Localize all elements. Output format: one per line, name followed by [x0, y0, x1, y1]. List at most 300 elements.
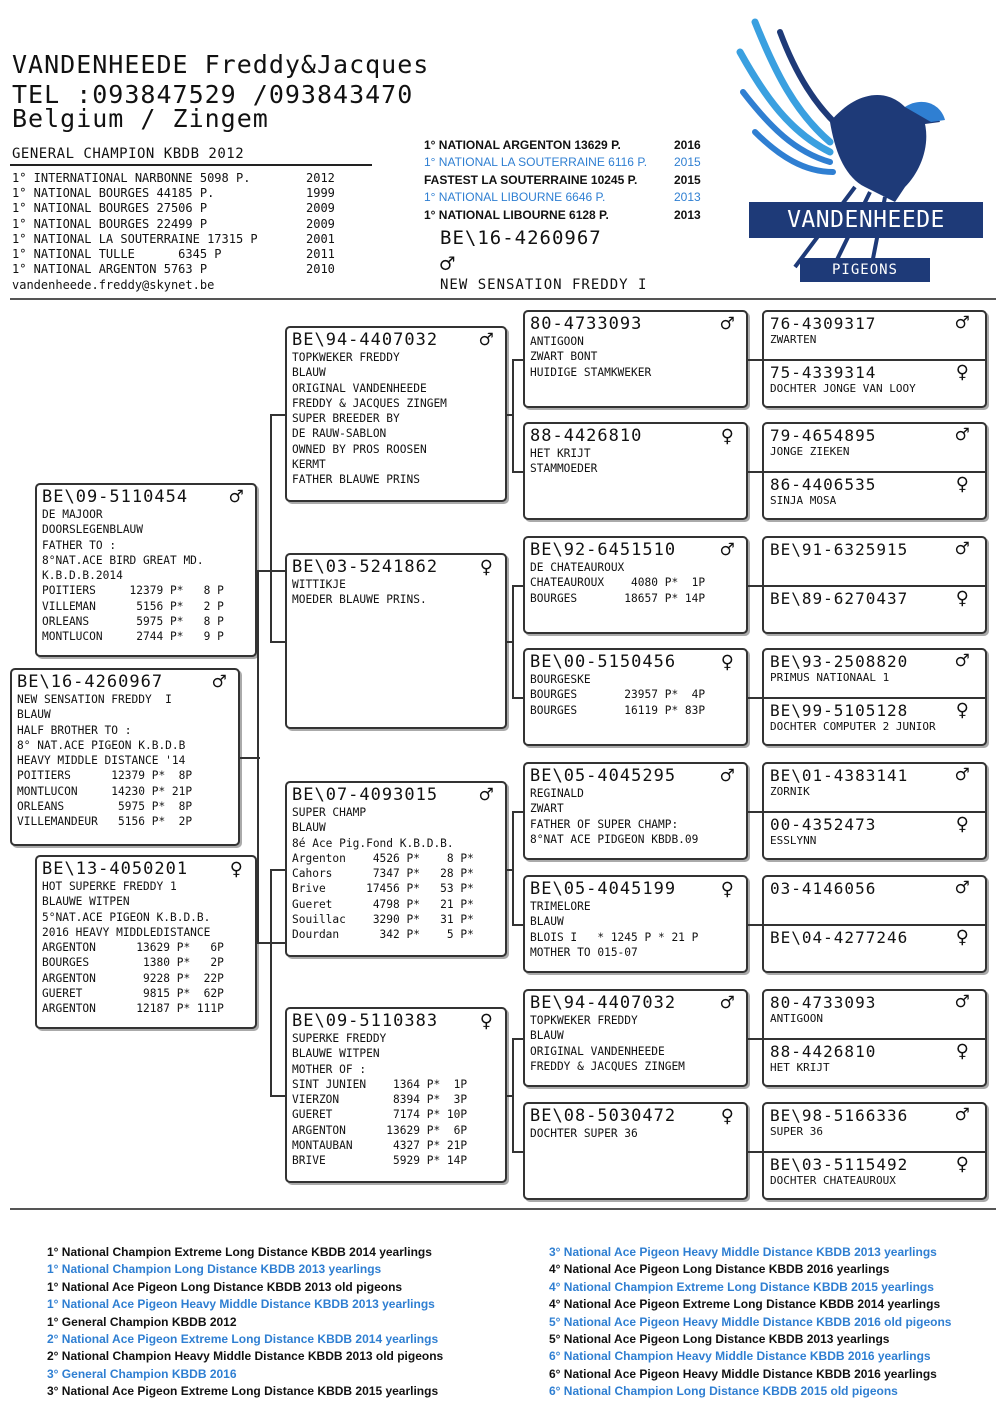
pedigree-connector — [270, 414, 285, 416]
ring-number: BE\08-5030472 — [530, 1106, 677, 1126]
pedigree-line: MONTAUBAN 4327 P* 21P — [292, 1139, 468, 1153]
ring-number: 75-4339314 — [770, 363, 877, 382]
grandparent-card[interactable] — [285, 781, 507, 957]
pedigree-connector — [270, 641, 285, 643]
great-parent-card[interactable] — [523, 310, 748, 408]
subject-pigeon-card[interactable] — [10, 668, 240, 846]
ring-number: BE\05-4045295 — [530, 766, 677, 786]
grandparent-card[interactable] — [285, 553, 507, 729]
pedigree-connector — [270, 414, 272, 642]
pedigree-line: ARGENTON 13629 P* 6P — [42, 941, 224, 955]
pedigree-line: BLAUW — [292, 366, 326, 380]
female-symbol-icon: ♀ — [955, 925, 969, 950]
title-underline — [10, 164, 372, 166]
ring-number: 80-4733093 — [530, 314, 643, 334]
pedigree-line: MOTHER TO 015-07 — [530, 945, 638, 959]
national-win-text: 1° NATIONAL LIBOURNE 6646 P. — [424, 190, 606, 205]
pedigree-connector — [748, 585, 762, 587]
subject-name: NEW SENSATION FREDDY I — [440, 277, 648, 293]
pedigree-line: 5°NAT.ACE PIGEON K.B.D.B. — [42, 910, 211, 924]
pedigree-line: VILLEMAN 5156 P* 2 P — [42, 599, 224, 613]
pedigree-line: ZWART BONT — [530, 350, 598, 364]
pedigree-line: Gueret 4798 P* 21 P* — [292, 897, 474, 911]
pedigree-line: SINT JUNIEN 1364 P* 1P — [292, 1077, 468, 1091]
great-grandparent-pair — [762, 762, 987, 860]
achievement-text: 1° NATIONAL LA SOUTERRAINE 17315 P — [12, 231, 258, 246]
pedigree-line: BLAUWE WITPEN — [292, 1047, 380, 1061]
pedigree-line: MONTLUCON 14230 P* 21P — [17, 784, 193, 798]
achievement-row — [12, 247, 342, 262]
pedigree-connector — [512, 585, 514, 699]
pedigree-line: Souillac 3290 P* 31 P* — [292, 913, 474, 927]
footer-achievement: 5° National Ace Pigeon Long Distance KBDB 2013 yearlings — [549, 1332, 890, 1347]
pedigree-line: SUPER CHAMP — [292, 806, 367, 819]
ring-number: 79-4654895 — [770, 426, 877, 445]
great-grandparent[interactable] — [764, 587, 985, 634]
great-grandparent-pair — [762, 310, 987, 408]
pedigree-line: SUPER BREEDER BY — [292, 412, 400, 426]
pedigree-line: MOEDER BLAUWE PRINS. — [292, 593, 427, 607]
pedigree-connector — [512, 1151, 523, 1153]
pedigree-line: VIERZON 8394 P* 3P — [292, 1093, 468, 1107]
pair-divider — [764, 585, 985, 587]
achievement-row — [12, 217, 342, 232]
male-symbol-icon: ♂ — [955, 537, 969, 562]
achievement-row — [12, 186, 342, 201]
great-parent-card[interactable] — [523, 422, 748, 520]
national-win-year: 2013 — [674, 190, 701, 205]
great-grandparent[interactable] — [764, 361, 985, 408]
pedigree-line: ARGENTON 9228 P* 22P — [42, 971, 224, 985]
achievement-text: 1° NATIONAL BOURGES 27506 P — [12, 201, 208, 216]
pedigree-line: SUPERKE FREDDY — [292, 1032, 387, 1045]
ring-number: BE\01-4383141 — [770, 766, 909, 785]
footer-achievement: 1° National Champion Extreme Long Distance KBDB 2014 yearlings — [47, 1245, 432, 1259]
pedigree-connector — [512, 585, 523, 587]
national-win-year: 2013 — [674, 207, 701, 222]
achievement-year: 1999 — [306, 186, 335, 201]
pedigree-line: DOCHTER JONGE VAN LOOY — [770, 382, 916, 395]
ring-number: BE\94-4407032 — [530, 993, 677, 1013]
female-symbol-icon: ♀ — [955, 360, 969, 385]
male-symbol-icon: ♂ — [955, 423, 969, 448]
pedigree-line: BLAUW — [530, 1029, 564, 1043]
pedigree-line: MOTHER OF : — [292, 1062, 367, 1076]
great-grandparent-pair — [762, 989, 987, 1087]
male-symbol-icon: ♂ — [229, 485, 243, 510]
ring-number: BE\09-5110454 — [42, 487, 189, 507]
grandparent-card[interactable] — [285, 326, 507, 502]
pair-divider — [764, 924, 985, 926]
national-win-row — [424, 189, 714, 206]
ring-number: 80-4733093 — [770, 993, 877, 1012]
owner-name: VANDENHEEDE Freddy&Jacques — [12, 50, 430, 79]
great-parent-card[interactable] — [523, 762, 748, 860]
ring-number: 88-4426810 — [770, 1042, 877, 1061]
pedigree-line: ANTIGOON — [770, 1012, 823, 1025]
footer-achievement: 3° General Champion KBDB 2016 — [47, 1366, 237, 1381]
great-grandparent[interactable] — [764, 312, 985, 359]
national-win-row — [424, 172, 714, 189]
national-win-row — [424, 207, 714, 224]
pedigree-line: 8° NAT.ACE PIGEON K.B.D.B — [17, 738, 186, 752]
pedigree-line: HUIDIGE STAMKWEKER — [530, 365, 652, 379]
pedigree-connector — [512, 811, 523, 813]
pedigree-line: DOORSLEGENBLAUW — [42, 523, 144, 537]
pedigree-line: STAMMOEDER — [530, 462, 598, 476]
female-symbol-icon: ♀ — [955, 698, 969, 723]
male-symbol-icon: ♂ — [955, 311, 969, 336]
footer-achievement: 4° National Ace Pigeon Extreme Long Distance KBDB 2014 yearlings — [549, 1297, 941, 1312]
ring-number: BE\03-5241862 — [292, 557, 439, 577]
male-symbol-icon: ♂ — [720, 538, 734, 563]
footer-achievement: 2° National Ace Pigeon Extreme Long Distance KBDB 2014 yearlings — [47, 1332, 439, 1347]
great-grandparent[interactable] — [764, 991, 985, 1038]
male-symbol-icon: ♂ — [720, 312, 734, 337]
great-grandparent-pair — [762, 1102, 987, 1200]
national-wins-list — [424, 137, 714, 224]
pedigree-line: ORLEANS 5975 P* 8P — [17, 800, 193, 814]
pedigree-line: JONGE ZIEKEN — [770, 445, 850, 458]
male-symbol-icon: ♂ — [955, 763, 969, 788]
pedigree-line: POITIERS 12379 P* 8 P — [42, 584, 224, 598]
pedigree-line: BLAUW — [292, 821, 326, 835]
footer-achievement: 3° National Ace Pigeon Heavy Middle Distance KBDB 2013 yearlings — [549, 1245, 937, 1259]
sire-card[interactable] — [35, 483, 257, 657]
pedigree-line: ZORNIK — [770, 785, 810, 798]
footer-achievements-left — [47, 1244, 443, 1401]
footer-achievement: 1° General Champion KBDB 2012 — [47, 1314, 237, 1329]
pedigree-line: HET KRIJT — [530, 447, 591, 460]
ring-number: BE\93-2508820 — [770, 652, 909, 671]
great-parent-card[interactable] — [523, 989, 748, 1087]
pair-divider — [764, 1151, 985, 1153]
ring-number: 03-4146056 — [770, 879, 877, 898]
ring-number: 88-4426810 — [530, 426, 643, 446]
pedigree-line: 8°NAT ACE PIDGEON KBDB.09 — [530, 832, 699, 846]
pair-divider — [764, 359, 985, 361]
national-win-year: 2015 — [674, 172, 701, 187]
female-symbol-icon: ♀ — [720, 424, 734, 449]
pedigree-line: GUERET 9815 P* 62P — [42, 987, 224, 1001]
pedigree-connector — [512, 811, 514, 926]
great-grandparent[interactable] — [764, 538, 985, 585]
male-symbol-icon: ♂ — [720, 764, 734, 789]
pedigree-connector — [512, 1038, 523, 1040]
pedigree-line: BOURGES 16119 P* 83P — [530, 703, 706, 717]
male-symbol-icon: ♂ — [955, 990, 969, 1015]
pedigree-connector — [748, 924, 762, 926]
female-symbol-icon: ♀ — [955, 812, 969, 837]
pedigree-line: 2016 HEAVY MIDDLEDISTANCE — [42, 925, 211, 939]
achievement-row — [12, 201, 342, 216]
achievement-row — [12, 171, 342, 186]
ring-number: 86-4406535 — [770, 475, 877, 494]
achievement-row — [12, 232, 342, 247]
pedigree-connector — [748, 697, 762, 699]
great-grandparent[interactable] — [764, 877, 985, 924]
grandparent-card[interactable] — [285, 1007, 507, 1183]
footer-achievement: 6° National Ace Pigeon Heavy Middle Distance KBDB 2016 yearlings — [549, 1366, 937, 1381]
male-symbol-icon: ♂ — [479, 783, 493, 808]
footer-achievement: 1° National Ace Pigeon Heavy Middle Distance KBDB 2013 yearlings — [47, 1297, 435, 1312]
male-symbol-icon: ♂ — [955, 1103, 969, 1128]
pedigree-connector — [512, 1038, 514, 1153]
achievement-text: 1° NATIONAL ARGENTON 5763 P — [12, 262, 208, 277]
pedigree-line: OWNED BY PROS ROOSEN — [292, 442, 427, 456]
pedigree-line: HET KRIJT — [770, 1061, 830, 1074]
footer-achievement: 5° National Ace Pigeon Heavy Middle Distance KBDB 2016 old pigeons — [549, 1314, 952, 1329]
ring-number: BE\98-5166336 — [770, 1106, 909, 1125]
national-win-row — [424, 154, 714, 171]
achievement-list — [12, 171, 342, 277]
achievement-year: 2009 — [306, 201, 335, 216]
pedigree-line: Cahors 7347 P* 28 P* — [292, 867, 474, 881]
male-symbol-icon: ♂ — [955, 649, 969, 674]
pedigree-line: SINJA MOSA — [770, 494, 837, 507]
female-symbol-icon: ♀ — [720, 1104, 734, 1129]
footer-achievement: 6° National Champion Heavy Middle Distance KBDB 2016 yearlings — [549, 1349, 931, 1364]
great-parent-card[interactable] — [523, 875, 748, 973]
pedigree-line: NEW SENSATION FREDDY I — [17, 693, 172, 706]
pedigree-connector — [748, 471, 762, 473]
great-grandparent[interactable] — [764, 813, 985, 860]
pedigree-line: WITTIKJE — [292, 578, 346, 591]
ring-number: BE\92-6451510 — [530, 540, 677, 560]
pedigree-line: CHATEAUROUX 4080 P* 1P — [530, 576, 706, 590]
pedigree-connector — [270, 1095, 285, 1097]
national-win-text: 1° NATIONAL LA SOUTERRAINE 6116 P. — [424, 155, 648, 170]
achievement-text: 1° NATIONAL TULLE 6345 P — [12, 247, 222, 262]
pedigree-line: BOURGES 18657 P* 14P — [530, 591, 706, 605]
great-parent-card[interactable] — [523, 648, 748, 746]
pedigree-line: TOPKWEKER FREDDY — [292, 351, 400, 364]
pedigree-connector — [257, 570, 259, 942]
pedigree-line: ESSLYNN — [770, 834, 817, 847]
pedigree-connector — [748, 1151, 762, 1153]
national-win-text: FASTEST LA SOUTERRAINE 10245 P. — [424, 172, 638, 187]
female-symbol-icon: ♀ — [229, 857, 243, 882]
male-symbol-icon: ♂ — [212, 670, 226, 695]
pedigree-line: BOURGES 23957 P* 4P — [530, 688, 706, 702]
pedigree-connector — [512, 924, 523, 926]
ring-number: BE\05-4045199 — [530, 879, 677, 899]
pedigree-line: BLAUW — [530, 915, 564, 929]
ring-number: BE\91-6325915 — [770, 540, 909, 559]
pedigree-line: HALF BROTHER TO : — [17, 723, 132, 737]
footer-achievement: 1° National Ace Pigeon Long Distance KBDB 2013 old pigeons — [47, 1279, 403, 1294]
pedigree-line: PRIMUS NATIONAAL 1 — [770, 671, 890, 684]
eagle-icon — [735, 12, 985, 284]
great-grandparent[interactable] — [764, 926, 985, 973]
pedigree-line: MONTLUCON 2744 P* 9 P — [42, 630, 224, 644]
achievement-text: 1° INTERNATIONAL NARBONNE 5098 P. — [12, 171, 251, 185]
pedigree-line: FATHER TO : — [42, 538, 117, 552]
great-grandparent[interactable] — [764, 1104, 985, 1151]
pedigree-line: GUERET 7174 P* 10P — [292, 1108, 468, 1122]
pedigree-line: K.B.D.B.2014 — [42, 569, 123, 583]
pedigree-line: DE RAUW-SABLON — [292, 427, 387, 441]
national-win-text: 1° NATIONAL ARGENTON 13629 P. — [424, 138, 621, 152]
ring-number: BE\03-5115492 — [770, 1155, 909, 1174]
ring-number: BE\99-5105128 — [770, 701, 909, 720]
pedigree-line: ANTIGOON — [530, 335, 584, 348]
ring-number: BE\13-4050201 — [42, 859, 189, 879]
male-symbol-icon: ♂ — [440, 250, 455, 278]
male-symbol-icon: ♂ — [720, 991, 734, 1016]
pedigree-connector — [270, 869, 285, 871]
pedigree-line: BOURGES 1380 P* 2P — [42, 956, 224, 970]
general-champion-title: GENERAL CHAMPION KBDB 2012 — [12, 146, 245, 162]
owner-location: Belgium / Zingem — [12, 104, 269, 133]
pedigree-line: ORIGINAL VANDENHEEDE — [530, 1044, 665, 1058]
pedigree-line: ZWARTEN — [770, 333, 817, 346]
pedigree-connector — [512, 471, 523, 473]
pedigree-line: FATHER BLAUWE PRINS — [292, 473, 420, 487]
achievement-year: 2012 — [306, 171, 335, 185]
great-parent-card[interactable] — [523, 536, 748, 634]
pedigree-line: VILLEMANDEUR 5156 P* 2P — [17, 815, 193, 829]
female-symbol-icon: ♀ — [720, 877, 734, 902]
ring-number: BE\89-6270437 — [770, 589, 909, 608]
female-symbol-icon: ♀ — [955, 472, 969, 497]
bottom-divider — [10, 1208, 996, 1210]
female-symbol-icon: ♀ — [955, 1152, 969, 1177]
footer-achievements-right — [549, 1244, 951, 1401]
ring-number: BE\04-4277246 — [770, 928, 909, 947]
pedigree-line: Argenton 4526 P* 8 P* — [292, 851, 474, 865]
national-win-row — [424, 137, 714, 154]
pedigree-connector — [748, 359, 762, 361]
great-grandparent-pair — [762, 536, 987, 634]
ring-number: BE\00-5150456 — [530, 652, 677, 672]
great-grandparent-pair — [762, 422, 987, 520]
pedigree-line: KERMT — [292, 458, 326, 472]
footer-achievement: 3° National Ace Pigeon Extreme Long Distance KBDB 2015 yearlings — [47, 1384, 439, 1399]
pedigree-line: BLAUWE WITPEN — [42, 895, 130, 909]
pedigree-line: BLOIS I * 1245 P * 21 P — [530, 930, 699, 944]
great-grandparent[interactable] — [764, 650, 985, 697]
great-grandparent[interactable] — [764, 699, 985, 746]
pedigree-line: POITIERS 12379 P* 8P — [17, 769, 193, 783]
female-symbol-icon: ♀ — [479, 555, 493, 580]
great-grandparent[interactable] — [764, 1153, 985, 1200]
great-grandparent[interactable] — [764, 424, 985, 471]
achievement-year: 2009 — [306, 216, 335, 231]
great-grandparent[interactable] — [764, 764, 985, 811]
achievement-text: 1° NATIONAL BOURGES 22499 P — [12, 216, 208, 231]
pedigree-line: FREDDY & JACQUES ZINGEM — [292, 396, 447, 410]
pair-divider — [764, 1038, 985, 1040]
footer-achievement: 2° National Champion Heavy Middle Distance KBDB 2013 old pigeons — [47, 1349, 444, 1364]
pedigree-line: ORIGINAL VANDENHEEDE — [292, 381, 427, 395]
footer-achievement: 4° National Champion Extreme Long Distance KBDB 2015 yearlings — [549, 1279, 934, 1294]
pedigree-connector — [512, 359, 514, 473]
achievement-row — [12, 262, 342, 277]
pedigree-line: BOURGESKE — [530, 673, 591, 686]
pedigree-line: ARGENTON 13629 P* 6P — [292, 1123, 468, 1137]
great-grandparent[interactable] — [764, 473, 985, 520]
national-win-year: 2015 — [674, 155, 701, 170]
pedigree-line: REGINALD — [530, 787, 584, 800]
pedigree-line: DOCHTER SUPER 36 — [530, 1127, 638, 1140]
pedigree-line: TRIMELORE — [530, 900, 591, 913]
pedigree-line: FATHER OF SUPER CHAMP: — [530, 817, 679, 831]
great-parent-card[interactable] — [523, 1102, 748, 1200]
achievement-year: 2010 — [306, 262, 335, 277]
footer-achievement: 1° National Champion Long Distance KBDB 2013 yearlings — [47, 1262, 382, 1277]
national-win-text: 1° NATIONAL LIBOURNE 6128 P. — [424, 207, 609, 222]
pedigree-line: BRIVE 5929 P* 14P — [292, 1154, 468, 1168]
ring-number: BE\16-4260967 — [17, 672, 164, 692]
achievement-year: 2011 — [306, 247, 335, 262]
pedigree-line: DE CHATEAUROUX — [530, 561, 625, 574]
pedigree-line: DE MAJOOR — [42, 508, 103, 521]
great-grandparent-pair — [762, 648, 987, 746]
ring-number: BE\07-4093015 — [292, 785, 439, 805]
pedigree-line: Dourdan 342 P* 5 P* — [292, 928, 474, 942]
pedigree-connector — [270, 869, 272, 1095]
pedigree-line: 8°NAT.ACE BIRD GREAT MD. — [42, 553, 204, 567]
ring-number: 76-4309317 — [770, 314, 877, 333]
pedigree-line: FREDDY & JACQUES ZINGEM — [530, 1059, 685, 1073]
male-symbol-icon: ♂ — [479, 328, 493, 353]
great-grandparent-pair — [762, 875, 987, 973]
pedigree-line: 8é Ace Pig.Fond K.B.D.B. — [292, 836, 454, 850]
pedigree-line: SUPER 36 — [770, 1125, 823, 1138]
pedigree-line: ZWART — [530, 802, 564, 816]
pair-divider — [764, 697, 985, 699]
pedigree-connector — [748, 811, 762, 813]
footer-achievement: 6° National Champion Long Distance KBDB 2015 old pigeons — [549, 1384, 898, 1399]
male-symbol-icon: ♂ — [955, 876, 969, 901]
pedigree-line: HEAVY MIDDLE DISTANCE '14 — [17, 754, 186, 768]
great-grandparent[interactable] — [764, 1040, 985, 1087]
female-symbol-icon: ♀ — [955, 1039, 969, 1064]
dam-card[interactable] — [35, 855, 257, 1029]
female-symbol-icon: ♀ — [479, 1009, 493, 1034]
footer-achievement: 4° National Ace Pigeon Long Distance KBDB 2016 yearlings — [549, 1262, 890, 1277]
pair-divider — [764, 471, 985, 473]
pair-divider — [764, 811, 985, 813]
pedigree-line: Brive 17456 P* 53 P* — [292, 882, 474, 896]
pedigree-line: BLAUW — [17, 708, 51, 722]
top-divider — [10, 298, 996, 300]
pedigree-line: DOCHTER COMPUTER 2 JUNIOR — [770, 720, 936, 733]
achievement-year: 2001 — [306, 231, 335, 246]
female-symbol-icon: ♀ — [955, 586, 969, 611]
pedigree-connector — [512, 359, 523, 361]
ring-number: BE\09-5110383 — [292, 1011, 439, 1031]
logo-subtitle: PIGEONS — [800, 258, 930, 282]
ring-number: 00-4352473 — [770, 815, 877, 834]
pedigree-line: DOCHTER CHATEAUROUX — [770, 1174, 896, 1187]
pedigree-line: TOPKWEKER FREDDY — [530, 1014, 638, 1027]
national-win-year: 2016 — [674, 138, 701, 152]
owner-email[interactable]: vandenheede.freddy@skynet.be — [12, 278, 215, 292]
achievement-text: 1° NATIONAL BOURGES 44185 P. — [12, 186, 215, 201]
pedigree-line: HOT SUPERKE FREDDY 1 — [42, 880, 177, 893]
pedigree-line: ARGENTON 12187 P* 111P — [42, 1002, 224, 1016]
logo-brand: VANDENHEEDE — [749, 202, 983, 238]
pedigree-connector — [748, 1038, 762, 1040]
pedigree-line: ORLEANS 5975 P* 8 P — [42, 615, 224, 629]
female-symbol-icon: ♀ — [720, 650, 734, 675]
pedigree-connector — [512, 697, 523, 699]
ring-number: BE\94-4407032 — [292, 330, 439, 350]
owner-phone: TEL :093847529 /093843470 — [12, 80, 414, 109]
subject-ring-number: BE\16-4260967 — [440, 227, 602, 249]
